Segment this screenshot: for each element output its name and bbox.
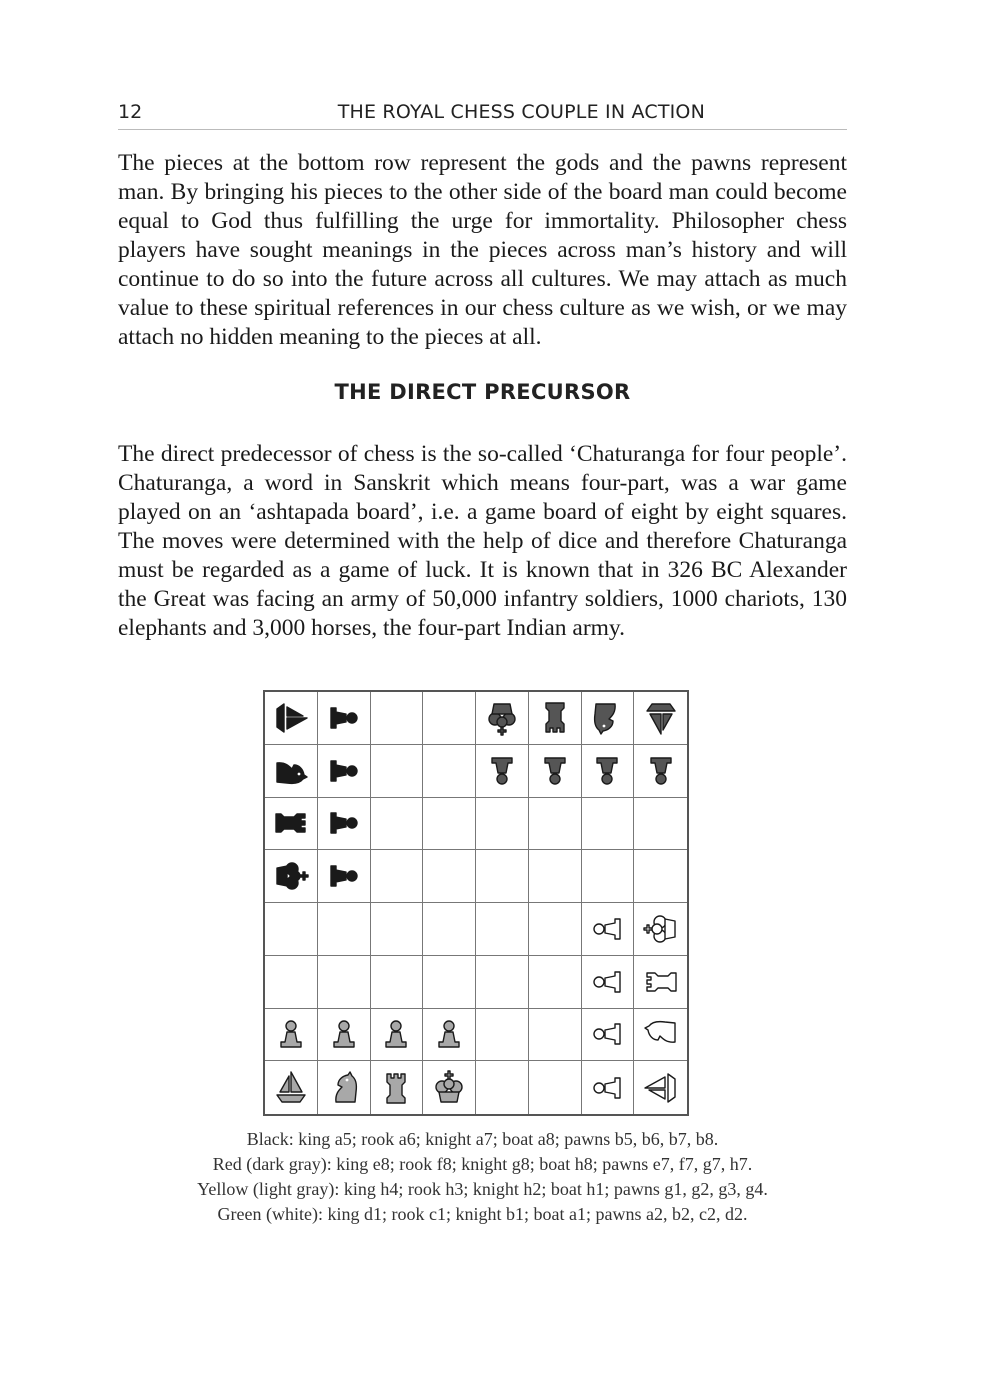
pawn-icon <box>641 751 681 791</box>
caption-line-green: Green (white): king d1; rook c1; knight b1; boat a1; pawns a2, b2, c2, d2. <box>217 1204 748 1224</box>
rook-icon <box>376 1068 416 1108</box>
board-square <box>476 692 529 745</box>
board-square <box>371 798 424 851</box>
board-square <box>476 1009 529 1062</box>
knight-icon <box>587 698 627 738</box>
board-square <box>318 745 371 798</box>
board-square <box>423 1061 476 1114</box>
board-square <box>634 692 687 745</box>
board-square <box>582 1061 635 1114</box>
board-square <box>529 1009 582 1062</box>
pawn-icon <box>429 1014 469 1054</box>
board-square <box>476 798 529 851</box>
board-square <box>265 1009 318 1062</box>
board-square <box>582 956 635 1009</box>
board-square <box>318 798 371 851</box>
knight-icon <box>641 1014 681 1054</box>
king-icon <box>429 1068 469 1108</box>
paragraph-chaturanga: The direct predecessor of chess is the so-called ‘Chaturanga for four people’. Chaturanga, a word in Sanskrit which means four-part, was a war game played on an ‘ashtapada board’, i.e. a game board of eight by eight squares. The moves were determined with the help of dice and therefore Chaturanga must be regarded as a game of luck. It is known that in 326 BC Alexander the Great was facing an army of 50,000 infantry soldiers, 1000 chariots, 130 elephants and 3,000 horses, the four-part Indian army. <box>118 441 847 641</box>
board-square <box>423 692 476 745</box>
board-square <box>318 903 371 956</box>
rook-icon <box>641 962 681 1002</box>
board-square <box>476 903 529 956</box>
board-square <box>476 850 529 903</box>
board-square <box>265 745 318 798</box>
king-icon <box>482 698 522 738</box>
pawn-icon <box>271 1014 311 1054</box>
pawn-icon <box>376 1014 416 1054</box>
board-square <box>318 1009 371 1062</box>
board-square <box>423 903 476 956</box>
pawn-icon <box>324 698 364 738</box>
board-square <box>582 850 635 903</box>
board-square <box>529 903 582 956</box>
board-square <box>423 850 476 903</box>
caption-line-red: Red (dark gray): king e8; rook f8; knight g8; boat h8; pawns e7, f7, g7, h7. <box>212 1154 753 1174</box>
board-square <box>265 903 318 956</box>
board-square <box>318 1061 371 1114</box>
board-square <box>634 850 687 903</box>
pawn-icon <box>535 751 575 791</box>
pawn-icon <box>324 751 364 791</box>
boat-icon <box>641 698 681 738</box>
board-square <box>529 1061 582 1114</box>
boat-icon <box>271 1068 311 1108</box>
board-square <box>634 956 687 1009</box>
board-square <box>634 1061 687 1114</box>
pawn-icon <box>587 962 627 1002</box>
board-square <box>634 798 687 851</box>
section-heading: THE DIRECT PRECURSOR <box>334 380 631 404</box>
board-square <box>265 956 318 1009</box>
board-square <box>318 692 371 745</box>
pawn-icon <box>587 1068 627 1108</box>
board-square <box>476 745 529 798</box>
board-square <box>371 956 424 1009</box>
pawn-icon <box>324 856 364 896</box>
board-square <box>582 903 635 956</box>
rook-icon <box>535 698 575 738</box>
board-square <box>529 956 582 1009</box>
board-square <box>476 956 529 1009</box>
pawn-icon <box>587 1014 627 1054</box>
board-square <box>371 1009 424 1062</box>
king-icon <box>641 909 681 949</box>
board-square <box>476 1061 529 1114</box>
board-square <box>318 850 371 903</box>
board-square <box>423 745 476 798</box>
board-square <box>371 903 424 956</box>
board-square <box>634 903 687 956</box>
board-square <box>371 850 424 903</box>
board-square <box>529 745 582 798</box>
board-square <box>371 692 424 745</box>
board-square <box>529 850 582 903</box>
board-square <box>634 745 687 798</box>
board-square <box>371 1061 424 1114</box>
knight-icon <box>271 751 311 791</box>
pawn-icon <box>587 751 627 791</box>
board-square <box>582 745 635 798</box>
pawn-icon <box>324 803 364 843</box>
pawn-icon <box>587 909 627 949</box>
board-square <box>529 692 582 745</box>
board-square <box>318 956 371 1009</box>
pawn-icon <box>324 1014 364 1054</box>
page-number: 12 <box>118 101 143 123</box>
board-square <box>265 798 318 851</box>
board-square <box>582 798 635 851</box>
board-square <box>371 745 424 798</box>
rook-icon <box>271 803 311 843</box>
board-square <box>634 1009 687 1062</box>
king-icon <box>271 856 311 896</box>
paragraph-pieces-meaning: The pieces at the bottom row represent the gods and the pawns represent man. By bringing his pieces to the other side of the board man could become equal to God thus fulfilling the urge for immortality. Philosopher chess players have sought meanings in the pieces across man’s history and will continue to do so into the future across all cultures. We may attach as much value to these spiritual references in our chess culture as we wish, or we may attach no hidden meaning to the pieces at all. <box>118 150 847 350</box>
board-square <box>529 798 582 851</box>
board-square <box>423 798 476 851</box>
board-square <box>582 1009 635 1062</box>
running-title: THE ROYAL CHESS COUPLE IN ACTION <box>337 101 705 123</box>
pawn-icon <box>482 751 522 791</box>
chess-board-diagram <box>263 690 689 1116</box>
board-square <box>423 1009 476 1062</box>
page-header <box>118 100 847 130</box>
caption-line-black: Black: king a5; rook a6; knight a7; boat a8; pawns b5, b6, b7, b8. <box>246 1129 719 1149</box>
board-square <box>582 692 635 745</box>
boat-icon <box>271 698 311 738</box>
board-caption <box>0 1127 965 1227</box>
board-square <box>265 1061 318 1114</box>
board-square <box>265 692 318 745</box>
board-square <box>423 956 476 1009</box>
caption-line-yellow: Yellow (light gray): king h4; rook h3; knight h2; boat h1; pawns g1, g2, g3, g4. <box>197 1179 768 1199</box>
boat-icon <box>641 1068 681 1108</box>
board-square <box>265 850 318 903</box>
knight-icon <box>324 1068 364 1108</box>
